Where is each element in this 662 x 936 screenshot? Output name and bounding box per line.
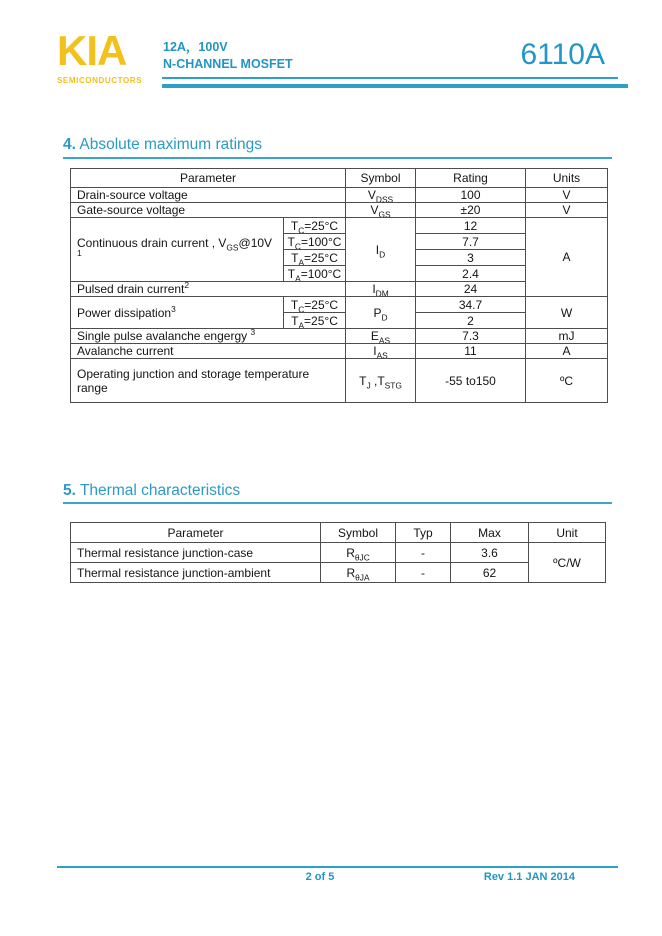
rating-cell: 7.7 (416, 234, 526, 250)
footnote-marker: 3 (171, 303, 176, 314)
condition-subscript: C (298, 224, 305, 234)
max-cell: 62 (451, 563, 529, 583)
condition-base: T (287, 266, 296, 281)
param-subscript: GS (226, 241, 239, 252)
condition-base: T (287, 234, 295, 249)
section-title-absolute-maximum-ratings (63, 136, 262, 154)
section-underline (63, 502, 612, 504)
rating-cell: 11 (416, 344, 526, 359)
header-rule-thin (162, 77, 618, 79)
symbol-subscript: AS (378, 335, 391, 344)
table-row (71, 203, 608, 218)
column-header-rating: Rating (416, 169, 526, 188)
param-text: Single pulse avalanche engergy (77, 329, 251, 343)
condition-cell (284, 297, 346, 313)
footnote-marker: 3 (250, 328, 256, 337)
symbol-cell (321, 563, 396, 583)
rating-cell: ±20 (416, 203, 526, 218)
units-cell: V (526, 203, 608, 218)
param-cell: Operating junction and storage temperature range (71, 359, 346, 403)
section-title-thermal-characteristics (63, 482, 240, 500)
symbol-subscript: DSS (375, 194, 394, 203)
column-header-max: Max (451, 523, 529, 543)
section-label: Absolute maximum ratings (75, 136, 263, 153)
thermal-characteristics-table (70, 522, 606, 583)
symbol-subscript: AS (376, 350, 388, 359)
table-row (71, 218, 608, 234)
rating-cell: -55 to150 (416, 359, 526, 403)
symbol-base: T (359, 373, 367, 388)
rating-cell: 100 (416, 188, 526, 203)
revision-label: Rev 1.1 JAN 2014 (483, 871, 575, 883)
footer-rule (57, 866, 618, 868)
symbol-base: R (346, 545, 355, 560)
logo-text: KIA (57, 27, 127, 74)
page-number: 2 of 5 (305, 871, 335, 883)
condition-value: =25°C (304, 297, 339, 312)
param-cell (71, 297, 284, 329)
table-row (71, 329, 608, 344)
device-type-line: N-CHANNEL MOSFET (163, 57, 293, 71)
symbol-subscript: θJC (354, 551, 370, 562)
footnote-marker: 2 (184, 281, 190, 290)
symbol-base: V (367, 188, 376, 202)
header-rule-thick (162, 84, 628, 88)
param-cell: Thermal resistance junction-case (71, 543, 321, 563)
symbol-base: I (375, 242, 380, 257)
symbol-cell (346, 188, 416, 203)
column-header-units: Units (526, 169, 608, 188)
units-cell: A (526, 344, 608, 359)
unit-cell: ºC/W (529, 543, 606, 583)
symbol-base: P (373, 305, 382, 320)
table-row (71, 297, 608, 313)
param-cell (71, 329, 346, 344)
symbol-subscript: θJA (355, 571, 370, 582)
table-row (71, 359, 608, 403)
condition-base: T (290, 218, 299, 233)
absolute-maximum-ratings-table (70, 168, 608, 403)
param-text: Continuous drain current , V (77, 235, 227, 250)
units-cell: V (526, 188, 608, 203)
section-label: Thermal characteristics (75, 482, 241, 499)
condition-value: =100°C (300, 234, 342, 249)
symbol-cell (346, 297, 416, 329)
rating-cell: 2 (416, 313, 526, 329)
param-tail: @10V (238, 235, 273, 250)
param-text: Power dissipation (77, 305, 172, 320)
column-header-parameter: Parameter (71, 169, 346, 188)
units-cell: W (526, 297, 608, 329)
condition-subscript: C (298, 303, 305, 313)
symbol-cell (346, 329, 416, 344)
param-cell (71, 282, 346, 297)
symbol-cell (346, 359, 416, 403)
symbol-cell (346, 203, 416, 218)
param-cell: Drain-source voltage (71, 188, 346, 203)
symbol-base: I (373, 344, 377, 358)
rating-cell: 7.3 (416, 329, 526, 344)
condition-cell (284, 250, 346, 266)
symbol-base: E (370, 329, 379, 343)
table-row (71, 344, 608, 359)
symbol-mid: ,T (370, 373, 385, 388)
column-header-symbol: Symbol (321, 523, 396, 543)
symbol-cell (346, 282, 416, 297)
table-row (71, 543, 606, 563)
condition-value: =100°C (300, 266, 342, 281)
column-header-typ: Typ (396, 523, 451, 543)
table-header-row (71, 523, 606, 543)
typ-cell: - (396, 563, 451, 583)
max-cell: 3.6 (451, 543, 529, 563)
section-number: 5. (63, 482, 76, 499)
units-cell: mJ (526, 329, 608, 344)
device-rating-line: 12A，100V (163, 40, 228, 54)
rating-cell: 24 (416, 282, 526, 297)
symbol-subscript: DM (375, 288, 389, 297)
condition-cell (284, 218, 346, 234)
condition-cell (284, 266, 346, 282)
condition-base: T (291, 313, 299, 328)
section-underline (63, 157, 612, 159)
condition-base: T (290, 297, 299, 312)
condition-value: =25°C (304, 250, 338, 265)
rating-cell: 3 (416, 250, 526, 266)
device-summary (163, 39, 293, 73)
condition-subscript: A (298, 319, 305, 329)
param-cell: Gate-source voltage (71, 203, 346, 218)
symbol-subscript: J (366, 379, 371, 390)
footnote-marker: 1 (77, 247, 82, 258)
param-text: Pulsed drain current (77, 282, 185, 296)
brand-logo (57, 28, 167, 85)
units-cell: ºC (526, 359, 608, 403)
param-cell: Thermal resistance junction-ambient (71, 563, 321, 583)
condition-subscript: C (294, 240, 301, 250)
condition-value: =25°C (304, 218, 339, 233)
condition-cell (284, 234, 346, 250)
symbol-cell (346, 344, 416, 359)
part-number: 6110A (520, 38, 605, 71)
symbol-cell (346, 218, 416, 282)
column-header-parameter: Parameter (71, 523, 321, 543)
logo-subtext: SEMICONDUCTORS (57, 76, 143, 86)
rating-cell: 12 (416, 218, 526, 234)
column-header-unit: Unit (529, 523, 606, 543)
rating-cell: 34.7 (416, 297, 526, 313)
condition-subscript: A (295, 272, 301, 282)
table-row (71, 188, 608, 203)
condition-base: T (291, 250, 299, 265)
column-header-symbol: Symbol (346, 169, 416, 188)
condition-subscript: A (298, 256, 305, 266)
condition-value: =25°C (304, 313, 338, 328)
condition-cell (284, 313, 346, 329)
symbol-base: I (372, 282, 376, 296)
symbol-base: V (370, 203, 379, 217)
table-header-row (71, 169, 608, 188)
section-number: 4. (63, 136, 76, 153)
param-cell: Avalanche current (71, 344, 346, 359)
symbol-cell (321, 543, 396, 563)
symbol-subscript: GS (378, 209, 391, 218)
typ-cell: - (396, 543, 451, 563)
symbol-base: R (346, 565, 356, 580)
symbol-subscript: D (379, 248, 386, 259)
table-row (71, 563, 606, 583)
symbol-subscript: STG (384, 379, 402, 390)
symbol-subscript: D (381, 311, 388, 322)
param-cell (71, 218, 284, 282)
rating-cell: 2.4 (416, 266, 526, 282)
units-cell: A (526, 218, 608, 297)
